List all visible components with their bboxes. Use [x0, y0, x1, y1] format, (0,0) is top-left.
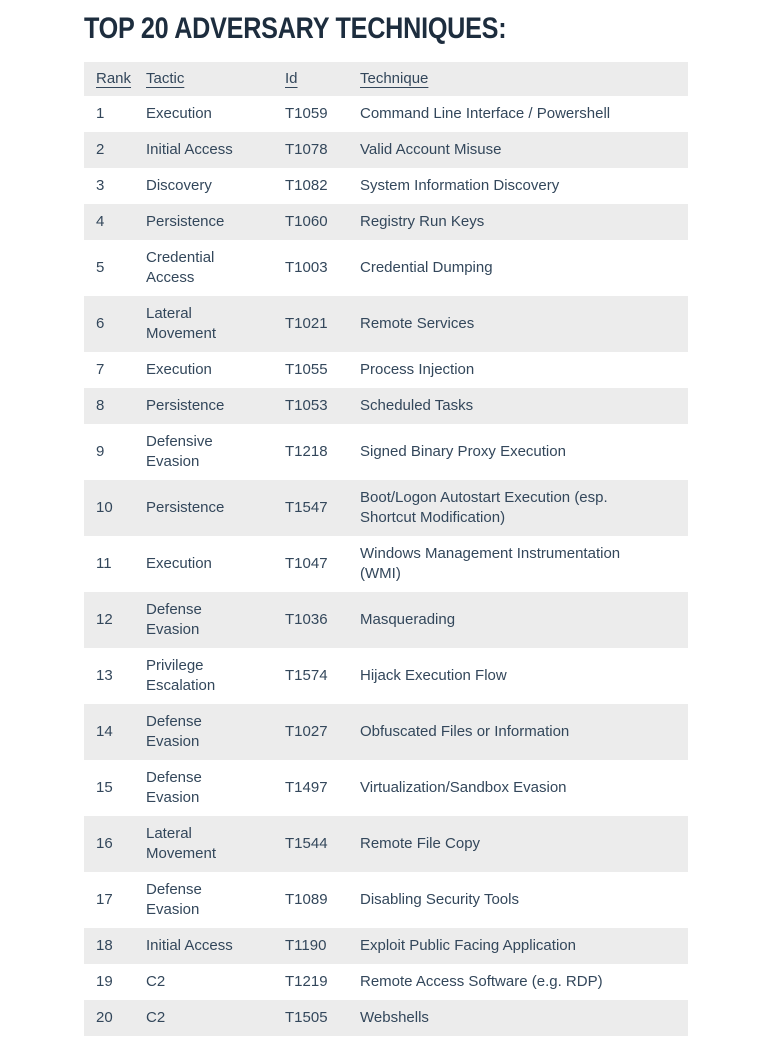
tactic-cell: Defense Evasion	[146, 601, 202, 638]
technique-cell: Process Injection	[360, 361, 475, 378]
table-row	[84, 352, 688, 388]
table-body	[84, 96, 688, 1036]
rank-cell: 8	[96, 397, 105, 414]
adversary-techniques-table	[84, 62, 688, 1036]
table-row	[84, 388, 688, 424]
technique-id-cell: T1497	[285, 779, 328, 796]
technique-cell: System Information Discovery	[360, 177, 560, 194]
rank-cell: 4	[96, 213, 105, 230]
tactic-cell: Persistence	[146, 397, 225, 414]
table-row	[84, 964, 688, 1000]
tactic-cell: Execution	[146, 361, 212, 378]
technique-cell: Windows Management Instrumentation (WMI)	[360, 545, 621, 582]
table-row	[84, 760, 688, 816]
tactic-cell: Privilege Escalation	[146, 657, 216, 694]
rank-cell: 20	[96, 1009, 113, 1026]
table-row	[84, 204, 688, 240]
tactic-cell: Defense Evasion	[146, 769, 202, 806]
rank-cell: 6	[96, 315, 105, 332]
rank-cell: 14	[96, 723, 113, 740]
technique-cell: Webshells	[360, 1009, 429, 1026]
technique-id-cell: T1053	[285, 397, 328, 414]
tactic-cell: C2	[146, 1009, 166, 1026]
technique-id-cell: T1190	[285, 937, 327, 954]
technique-id-cell: T1218	[285, 443, 328, 460]
technique-cell: Obfuscated Files or Information	[360, 723, 570, 740]
table-row	[84, 132, 688, 168]
table-row	[84, 704, 688, 760]
rank-cell: 9	[96, 443, 105, 460]
column-header-technique: Technique	[360, 62, 688, 96]
technique-cell: Hijack Execution Flow	[360, 667, 507, 684]
technique-id-cell: T1027	[285, 723, 328, 740]
tactic-cell: Defense Evasion	[146, 713, 202, 750]
rank-cell: 18	[96, 937, 113, 954]
table-row	[84, 424, 688, 480]
technique-id-cell: T1547	[285, 499, 328, 516]
technique-id-cell: T1003	[285, 259, 328, 276]
technique-id-cell: T1082	[285, 177, 328, 194]
table-row	[84, 168, 688, 204]
technique-cell: Signed Binary Proxy Execution	[360, 443, 566, 460]
table-row	[84, 96, 688, 132]
rank-cell: 12	[96, 611, 113, 628]
technique-cell: Command Line Interface / Powershell	[360, 105, 611, 122]
technique-cell: Remote Access Software (e.g. RDP)	[360, 973, 603, 990]
table-row	[84, 928, 688, 964]
technique-id-cell: T1021	[285, 315, 328, 332]
column-header-id: Id	[285, 62, 360, 96]
table-row	[84, 296, 688, 352]
table-row	[84, 240, 688, 296]
technique-id-cell: T1060	[285, 213, 328, 230]
technique-id-cell: T1544	[285, 835, 328, 852]
table-row	[84, 536, 688, 592]
rank-cell: 1	[96, 105, 105, 122]
technique-cell: Credential Dumping	[360, 259, 493, 276]
rank-cell: 7	[96, 361, 105, 378]
table-header-row	[84, 62, 688, 96]
technique-cell: Remote File Copy	[360, 835, 481, 852]
rank-cell: 19	[96, 973, 113, 990]
rank-cell: 5	[96, 259, 105, 276]
technique-cell: Remote Services	[360, 315, 475, 332]
tactic-cell: Execution	[146, 105, 212, 122]
technique-cell: Masquerading	[360, 611, 456, 628]
technique-id-cell: T1574	[285, 667, 328, 684]
tactic-cell: Initial Access	[146, 937, 233, 954]
tactic-cell: Persistence	[146, 213, 225, 230]
technique-id-cell: T1055	[285, 361, 328, 378]
rank-cell: 15	[96, 779, 113, 796]
column-header-tactic: Tactic	[146, 62, 285, 96]
technique-id-cell: T1036	[285, 611, 328, 628]
rank-cell: 2	[96, 141, 105, 158]
technique-id-cell: T1219	[285, 973, 328, 990]
technique-cell: Scheduled Tasks	[360, 397, 474, 414]
tactic-cell: Lateral Movement	[146, 305, 217, 342]
table-row	[84, 1000, 688, 1036]
tactic-cell: Execution	[146, 555, 212, 572]
column-header-rank: Rank	[84, 62, 146, 96]
technique-id-cell: T1059	[285, 105, 328, 122]
rank-cell: 17	[96, 891, 113, 908]
technique-cell: Virtualization/Sandbox Evasion	[360, 779, 567, 796]
tactic-cell: C2	[146, 973, 166, 990]
technique-cell: Exploit Public Facing Application	[360, 937, 576, 954]
technique-cell: Registry Run Keys	[360, 213, 485, 230]
technique-cell: Valid Account Misuse	[360, 141, 502, 158]
table-row	[84, 816, 688, 872]
technique-cell: Boot/Logon Autostart Execution (esp. Shortcut Modification)	[360, 489, 608, 526]
tactic-cell: Lateral Movement	[146, 825, 217, 862]
tactic-cell: Defensive Evasion	[146, 433, 213, 470]
page-title: TOP 20 ADVERSARY TECHNIQUES:	[84, 12, 507, 45]
table-row	[84, 648, 688, 704]
tactic-cell: Credential Access	[146, 249, 215, 286]
tactic-cell: Defense Evasion	[146, 881, 202, 918]
table-row	[84, 872, 688, 928]
table-row	[84, 480, 688, 536]
rank-cell: 3	[96, 177, 105, 194]
rank-cell: 10	[96, 499, 113, 516]
technique-id-cell: T1505	[285, 1009, 328, 1026]
rank-cell: 16	[96, 835, 113, 852]
technique-id-cell: T1047	[285, 555, 328, 572]
rank-cell: 13	[96, 667, 113, 684]
rank-cell: 11	[96, 555, 112, 572]
tactic-cell: Initial Access	[146, 141, 233, 158]
tactic-cell: Persistence	[146, 499, 225, 516]
technique-id-cell: T1089	[285, 891, 328, 908]
technique-id-cell: T1078	[285, 141, 328, 158]
technique-cell: Disabling Security Tools	[360, 891, 519, 908]
tactic-cell: Discovery	[146, 177, 212, 194]
table-row	[84, 592, 688, 648]
